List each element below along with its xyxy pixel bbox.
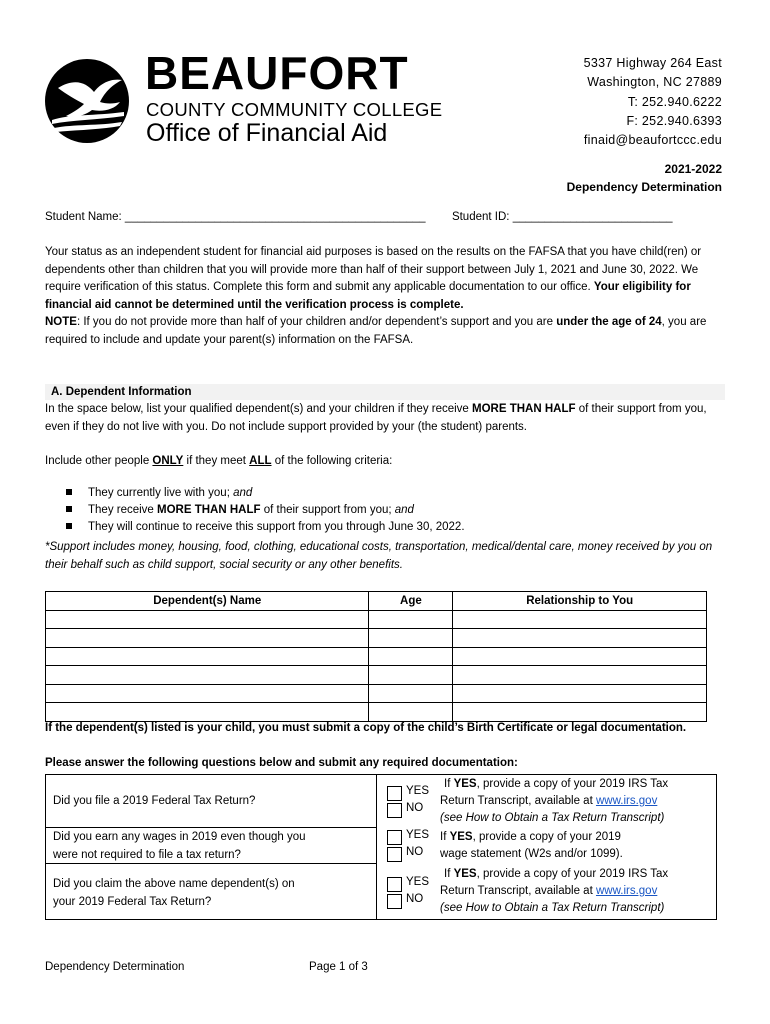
q1-no-label: NO: [406, 802, 424, 814]
q2-no-label: NO: [406, 846, 424, 858]
relationship-cell[interactable]: [453, 703, 707, 722]
q2-instruction-line2: wage statement (W2s and/or 1099).: [440, 848, 623, 860]
section-a-text-end: of their support from you, even if they do not live with you. Do not include support provided by your (the student) parents.: [45, 403, 707, 433]
instruction-text: Return Transcript, available at: [440, 795, 596, 807]
transcript-help: (see How to Obtain a Tax Return Transcript): [440, 902, 665, 914]
bullet-italic: and: [394, 504, 414, 516]
criteria-text: Include other people: [45, 455, 153, 467]
student-id-label: Student ID:: [451, 211, 510, 223]
question-divider: [45, 827, 376, 828]
table-row: [46, 610, 707, 629]
bullet-bold: MORE THAN HALF: [157, 504, 261, 516]
bullet-italic: and: [233, 487, 253, 499]
q1-instruction: [444, 776, 668, 794]
transcript-help: (see How to Obtain a Tax Return Transcript): [440, 812, 665, 824]
question-tax-return: Did you file a 2019 Federal Tax Return?: [53, 795, 256, 807]
bullet-icon: [66, 489, 72, 495]
q1-no-checkbox[interactable]: [387, 803, 402, 818]
q2-no-checkbox[interactable]: [387, 847, 402, 862]
note-label: NOTE: [45, 316, 77, 328]
student-name-label: Student Name:: [45, 211, 122, 223]
bullet-icon: [66, 523, 72, 529]
question-divider: [376, 774, 377, 920]
section-a-bold: MORE THAN HALF: [472, 403, 576, 415]
column-header: Dependent(s) Name: [46, 592, 369, 611]
dependent-name-cell[interactable]: [46, 666, 369, 685]
section-a-text: In the space below, list your qualified dependent(s) and your children if they receive: [45, 403, 473, 415]
column-header: Relationship to You: [453, 592, 707, 611]
question-line: were not required to file a tax return?: [53, 848, 241, 861]
bullet-text-end: of their support from you;: [260, 504, 395, 516]
instruction-text: If: [444, 778, 454, 790]
age-cell[interactable]: [369, 703, 453, 722]
q3-instruction-line2: [440, 883, 657, 901]
title-year: 2021-2022: [664, 162, 722, 176]
section-a-heading: A. Dependent Information: [45, 384, 725, 400]
q1-instruction-line2: [440, 793, 657, 811]
questions-heading: Please answer the following questions below and submit any required documentation:: [45, 757, 518, 769]
question-divider: [376, 919, 432, 920]
irs-link[interactable]: www.irs.gov: [595, 795, 658, 807]
instruction-yes: YES: [449, 831, 473, 843]
dependent-name-cell[interactable]: [46, 703, 369, 722]
footer-document-name: Dependency Determination: [45, 961, 185, 973]
q2-instruction: [440, 829, 621, 847]
contact-address: [584, 54, 722, 150]
q3-no-label: NO: [406, 893, 424, 905]
instruction-text: Return Transcript, available at: [440, 885, 596, 897]
age-cell[interactable]: [369, 647, 453, 666]
criteria-text-mid: if they meet: [183, 455, 250, 467]
instruction-text: If: [440, 831, 450, 843]
q3-instruction-line3: [440, 900, 664, 918]
question-claim-dependents: [53, 876, 295, 911]
criteria-intro: [45, 453, 725, 471]
title-name: Dependency Determination: [566, 180, 722, 194]
fax-line: F: 252.940.6393: [626, 113, 722, 128]
intro-bold-text: Your eligibility for financial aid cannot be determined until the verification process is complete.: [45, 281, 691, 311]
address-line: 5337 Highway 264 East: [583, 56, 722, 70]
table-row: [46, 703, 707, 722]
q1-yes-checkbox[interactable]: [387, 786, 402, 801]
age-cell[interactable]: [369, 610, 453, 629]
dependent-name-cell[interactable]: [46, 629, 369, 648]
phone-line: T: 252.940.6222: [627, 94, 722, 109]
brand-office: Office of Financial Aid: [146, 119, 388, 147]
footer-page-number: Page 1 of 3: [309, 961, 368, 973]
age-cell[interactable]: [369, 684, 453, 703]
table-row: [46, 629, 707, 648]
intro-text: Your status as an independent student for financial aid purposes is based on the results on the FAFSA that you have child(ren) or dependents other than children that you will provide more than half of their support between July 1, 2021 and June 30, 2022. We require verification of this status. Complete this form and submit any applicable documentation to our office.: [45, 246, 702, 293]
relationship-cell[interactable]: [453, 647, 707, 666]
question-line: Did you claim the above name dependent(s) on: [53, 878, 295, 890]
table-row: [46, 647, 707, 666]
criteria-text-end: of the following criteria:: [271, 455, 393, 467]
note-text-end: , you are required to include and update your parent(s) information on the FAFSA.: [45, 316, 707, 346]
student-name-field[interactable]: _______________________________________________: [124, 211, 426, 223]
age-cell[interactable]: [369, 666, 453, 685]
q1-instruction-line3: [440, 810, 664, 828]
q3-yes-checkbox[interactable]: [387, 877, 402, 892]
q2-yes-label: YES: [406, 829, 430, 841]
bird-in-circle-emblem-icon: [44, 58, 130, 144]
age-cell[interactable]: [369, 629, 453, 648]
relationship-cell[interactable]: [453, 666, 707, 685]
q3-instruction: [444, 866, 668, 884]
criteria-all: ALL: [249, 455, 272, 467]
support-note: *Support includes money, housing, food, clothing, educational costs, transportation, medical/dental care, money received by you on their behalf such as child support, social security or any other benefits.: [45, 541, 713, 571]
table-row: [46, 684, 707, 703]
question-line: Did you earn any wages in 2019 even though you: [53, 831, 306, 843]
student-fields: [45, 211, 673, 223]
brand-name: BEAUFORT: [145, 47, 409, 99]
relationship-cell[interactable]: [453, 684, 707, 703]
relationship-cell[interactable]: [453, 629, 707, 648]
dependent-name-cell[interactable]: [46, 684, 369, 703]
address-line: Washington, NC 27889: [587, 75, 722, 90]
brand-college: COUNTY COMMUNITY COLLEGE: [146, 99, 443, 120]
dependents-table: [45, 591, 707, 722]
q1-yes-label: YES: [406, 785, 430, 797]
instruction-text-end: , provide a copy of your 2019 IRS Tax: [476, 778, 669, 790]
criteria-bullet: [66, 504, 414, 516]
instruction-yes: YES: [453, 868, 477, 880]
note-text: : If you do not provide more than half of your children and/or dependent’s support and you are: [76, 316, 557, 328]
dependent-name-cell[interactable]: [46, 647, 369, 666]
instruction-yes: YES: [453, 778, 477, 790]
relationship-cell[interactable]: [453, 610, 707, 629]
instruction-text-end: , provide a copy of your 2019 IRS Tax: [476, 868, 669, 880]
q3-no-checkbox[interactable]: [387, 894, 402, 909]
student-id-field[interactable]: _________________________: [512, 211, 673, 223]
bullet-text: They currently live with you;: [88, 487, 234, 499]
question-line: your 2019 Federal Tax Return?: [53, 895, 212, 908]
instruction-text-end: , provide a copy of your 2019: [472, 831, 621, 843]
bullet-icon: [66, 506, 72, 512]
bullet-text: They will continue to receive this support from you through June 30, 2022.: [88, 521, 465, 533]
dependent-name-cell[interactable]: [46, 610, 369, 629]
bullet-text: They receive: [88, 504, 158, 516]
table-header-row: [46, 592, 707, 611]
section-a-paragraph: [45, 401, 725, 436]
criteria-bullet: [66, 487, 252, 499]
document-title: [567, 160, 722, 196]
criteria-bullet: [66, 521, 465, 533]
intro-paragraph: [45, 244, 725, 349]
column-header: Age: [369, 592, 453, 611]
email-line[interactable]: finaid@beaufortccc.edu: [583, 133, 722, 148]
criteria-only: ONLY: [152, 455, 184, 467]
instruction-text: If: [444, 868, 454, 880]
q3-yes-label: YES: [406, 876, 430, 888]
note-bold-text: under the age of 24: [556, 316, 662, 328]
table-row: [46, 666, 707, 685]
child-documentation-note: If the dependent(s) listed is your child, you must submit a copy of the child’s Birth Certificate or legal documentation.: [45, 722, 687, 734]
question-wages: [53, 829, 306, 864]
irs-link[interactable]: www.irs.gov: [595, 885, 658, 897]
q2-yes-checkbox[interactable]: [387, 830, 402, 845]
